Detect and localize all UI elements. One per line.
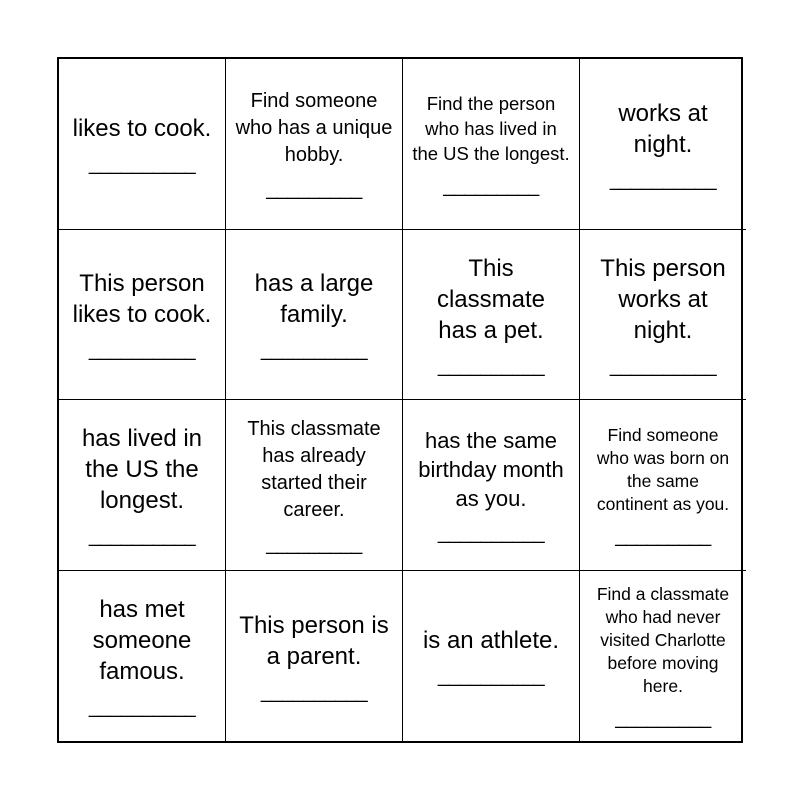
bingo-cell[interactable] xyxy=(226,230,403,401)
cell-blank-line: __________ xyxy=(437,522,545,545)
cell-prompt: has the same birthday month as you. xyxy=(418,428,564,512)
cell-blank-line: __________ xyxy=(88,339,196,362)
cell-prompt: is an athlete. xyxy=(422,627,560,655)
bingo-cell[interactable] xyxy=(580,59,746,230)
cell-prompt: Find someone who was born on the same continent as you. xyxy=(596,424,730,514)
cell-prompt: has met someone famous. xyxy=(92,596,192,686)
bingo-cell[interactable] xyxy=(403,59,580,230)
bingo-cell[interactable] xyxy=(403,571,580,742)
cell-prompt: works at night. xyxy=(618,99,708,158)
cell-prompt: Find a classmate who had never visited Charlotte before moving here. xyxy=(596,584,730,697)
bingo-cell[interactable] xyxy=(59,571,226,742)
cell-blank-line: __________ xyxy=(88,153,196,176)
bingo-cell[interactable] xyxy=(59,400,226,571)
bingo-cell[interactable] xyxy=(403,230,580,401)
cell-prompt: This person likes to cook. xyxy=(72,270,212,329)
bingo-cell[interactable] xyxy=(580,571,746,742)
cell-blank-line: __________ xyxy=(260,680,368,703)
bingo-cell[interactable] xyxy=(226,571,403,742)
cell-prompt: has lived in the US the longest. xyxy=(81,425,203,515)
cell-blank-line: __________ xyxy=(88,696,196,719)
cell-blank-line: _________ xyxy=(615,707,711,730)
bingo-cell[interactable] xyxy=(226,400,403,571)
cell-blank-line: _________ xyxy=(266,178,362,201)
cell-prompt: This classmate has already started their career. xyxy=(247,417,381,521)
bingo-board xyxy=(57,57,743,743)
bingo-cell[interactable] xyxy=(403,400,580,571)
cell-prompt: likes to cook. xyxy=(72,115,212,143)
bingo-cell[interactable] xyxy=(59,230,226,401)
bingo-cell[interactable] xyxy=(580,400,746,571)
cell-prompt: has a large family. xyxy=(254,270,374,329)
cell-blank-line: __________ xyxy=(609,354,717,377)
cell-blank-line: __________ xyxy=(609,168,717,191)
cell-prompt: This person works at night. xyxy=(600,254,726,344)
cell-blank-line: _________ xyxy=(266,532,362,555)
bingo-cell[interactable] xyxy=(226,59,403,230)
cell-blank-line: _________ xyxy=(615,524,711,547)
cell-prompt: Find someone who has a unique hobby. xyxy=(235,90,393,167)
cell-blank-line: __________ xyxy=(437,354,545,377)
cell-blank-line: __________ xyxy=(88,525,196,548)
cell-prompt: Find the person who has lived in the US the longest. xyxy=(412,93,570,165)
cell-blank-line: _________ xyxy=(443,175,539,198)
cell-blank-line: __________ xyxy=(260,339,368,362)
cell-prompt: This person is a parent. xyxy=(239,611,389,670)
cell-prompt: This classmate has a pet. xyxy=(436,254,546,344)
bingo-cell[interactable] xyxy=(59,59,226,230)
cell-blank-line: __________ xyxy=(437,665,545,688)
bingo-cell[interactable] xyxy=(580,230,746,401)
